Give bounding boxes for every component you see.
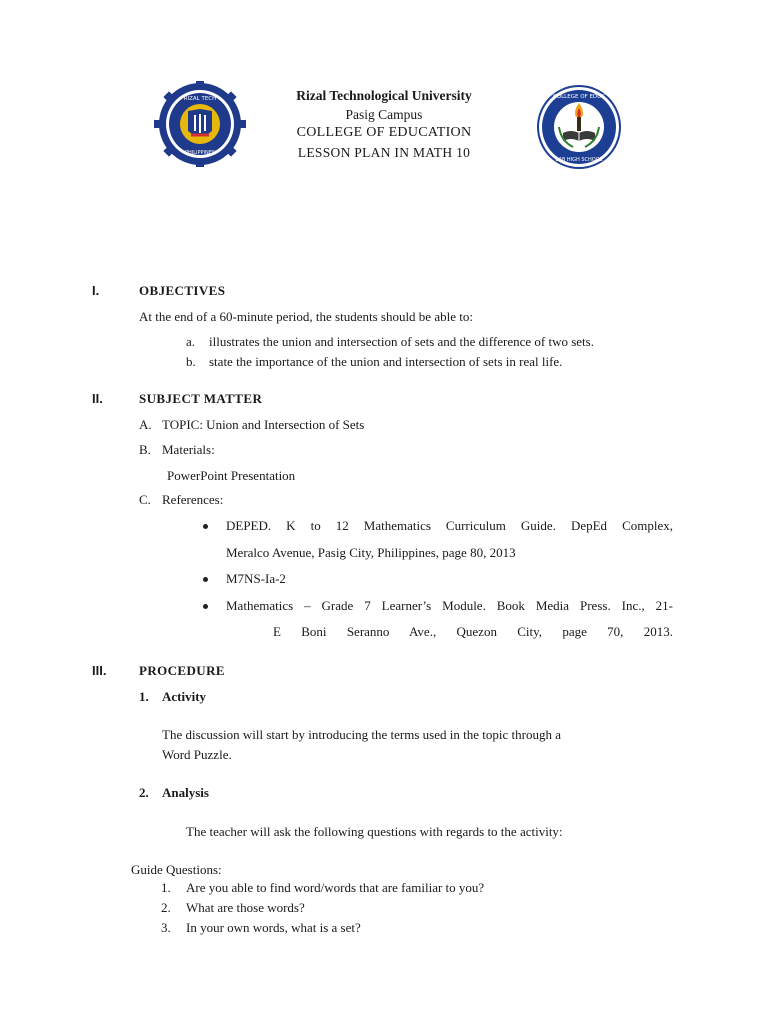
guide-question-1: Are you able to find word/words that are familiar to you? bbox=[186, 880, 485, 895]
section-title-procedure: PROCEDURE bbox=[139, 663, 225, 678]
guide-question-2: What are those words? bbox=[186, 900, 305, 915]
campus-name: Pasig Campus bbox=[345, 107, 423, 122]
section-title-subject-matter: SUBJECT MATTER bbox=[139, 391, 263, 406]
activity-number: 1. bbox=[139, 689, 149, 704]
svg-text:PHILIPPINES: PHILIPPINES bbox=[184, 150, 216, 156]
objective-item-a: illustrates the union and intersection of sets and the difference of two sets. bbox=[209, 334, 594, 349]
guide-questions-title: Guide Questions: bbox=[131, 862, 222, 877]
materials-label: B. bbox=[139, 442, 151, 457]
section-numeral-objectives: I. bbox=[92, 283, 100, 298]
guide-question-number: 1. bbox=[161, 880, 171, 895]
university-name: Rizal Technological University bbox=[296, 88, 472, 103]
references-title: References: bbox=[162, 492, 224, 507]
section-title-objectives: OBJECTIVES bbox=[139, 283, 226, 298]
reference-2: M7NS-Ia-2 bbox=[226, 571, 286, 586]
svg-text:COLLEGE OF EDUC: COLLEGE OF EDUC bbox=[552, 94, 606, 100]
objective-label-a: a. bbox=[186, 334, 196, 349]
activity-text-line-2: Word Puzzle. bbox=[162, 747, 232, 762]
objectives-intro: At the end of a 60-minute period, the students should be able to: bbox=[139, 309, 473, 324]
guide-question-3: In your own words, what is a set? bbox=[186, 920, 361, 935]
materials-item: PowerPoint Presentation bbox=[167, 468, 296, 483]
lesson-plan-title: LESSON PLAN IN MATH 10 bbox=[297, 145, 471, 160]
references-label: C. bbox=[139, 492, 151, 507]
reference-3-line-1: Mathematics – Grade 7 Learner’s Module. Book Media Press. Inc., 21- bbox=[226, 598, 673, 613]
topic-label: A. bbox=[139, 417, 152, 432]
materials-title: Materials: bbox=[162, 442, 215, 457]
reference-bullet bbox=[203, 604, 208, 609]
reference-1-line-1: DEPED. K to 12 Mathematics Curriculum Guide. DepEd Complex, bbox=[226, 518, 673, 533]
guide-question-number: 3. bbox=[161, 920, 171, 935]
activity-text-line-1: The discussion will start by introducing the terms used in the topic through a bbox=[162, 727, 561, 742]
reference-1-line-2: Meralco Avenue, Pasig City, Philippines, page 80, 2013 bbox=[226, 545, 516, 560]
reference-bullet bbox=[203, 524, 208, 529]
activity-title: Activity bbox=[162, 689, 207, 704]
svg-text:RIZAL TECH: RIZAL TECH bbox=[183, 96, 217, 102]
reference-3-line-2: E Boni Seranno Ave., Quezon City, page 70, 2013. bbox=[273, 624, 673, 639]
svg-text:LAB HIGH SCHOOL: LAB HIGH SCHOOL bbox=[555, 157, 603, 163]
topic-text: TOPIC: Union and Intersection of Sets bbox=[162, 417, 365, 432]
reference-bullet bbox=[203, 577, 208, 582]
objective-label-b: b. bbox=[186, 354, 196, 369]
analysis-text: The teacher will ask the following questions with regards to the activity: bbox=[186, 824, 563, 839]
objective-item-b: state the importance of the union and intersection of sets in real life. bbox=[209, 354, 563, 369]
analysis-number: 2. bbox=[139, 785, 149, 800]
section-numeral-subject-matter: II. bbox=[92, 391, 103, 406]
college-name: COLLEGE OF EDUCATION bbox=[296, 125, 472, 140]
guide-question-number: 2. bbox=[161, 900, 171, 915]
section-numeral-procedure: III. bbox=[92, 663, 107, 678]
analysis-title: Analysis bbox=[162, 785, 209, 800]
